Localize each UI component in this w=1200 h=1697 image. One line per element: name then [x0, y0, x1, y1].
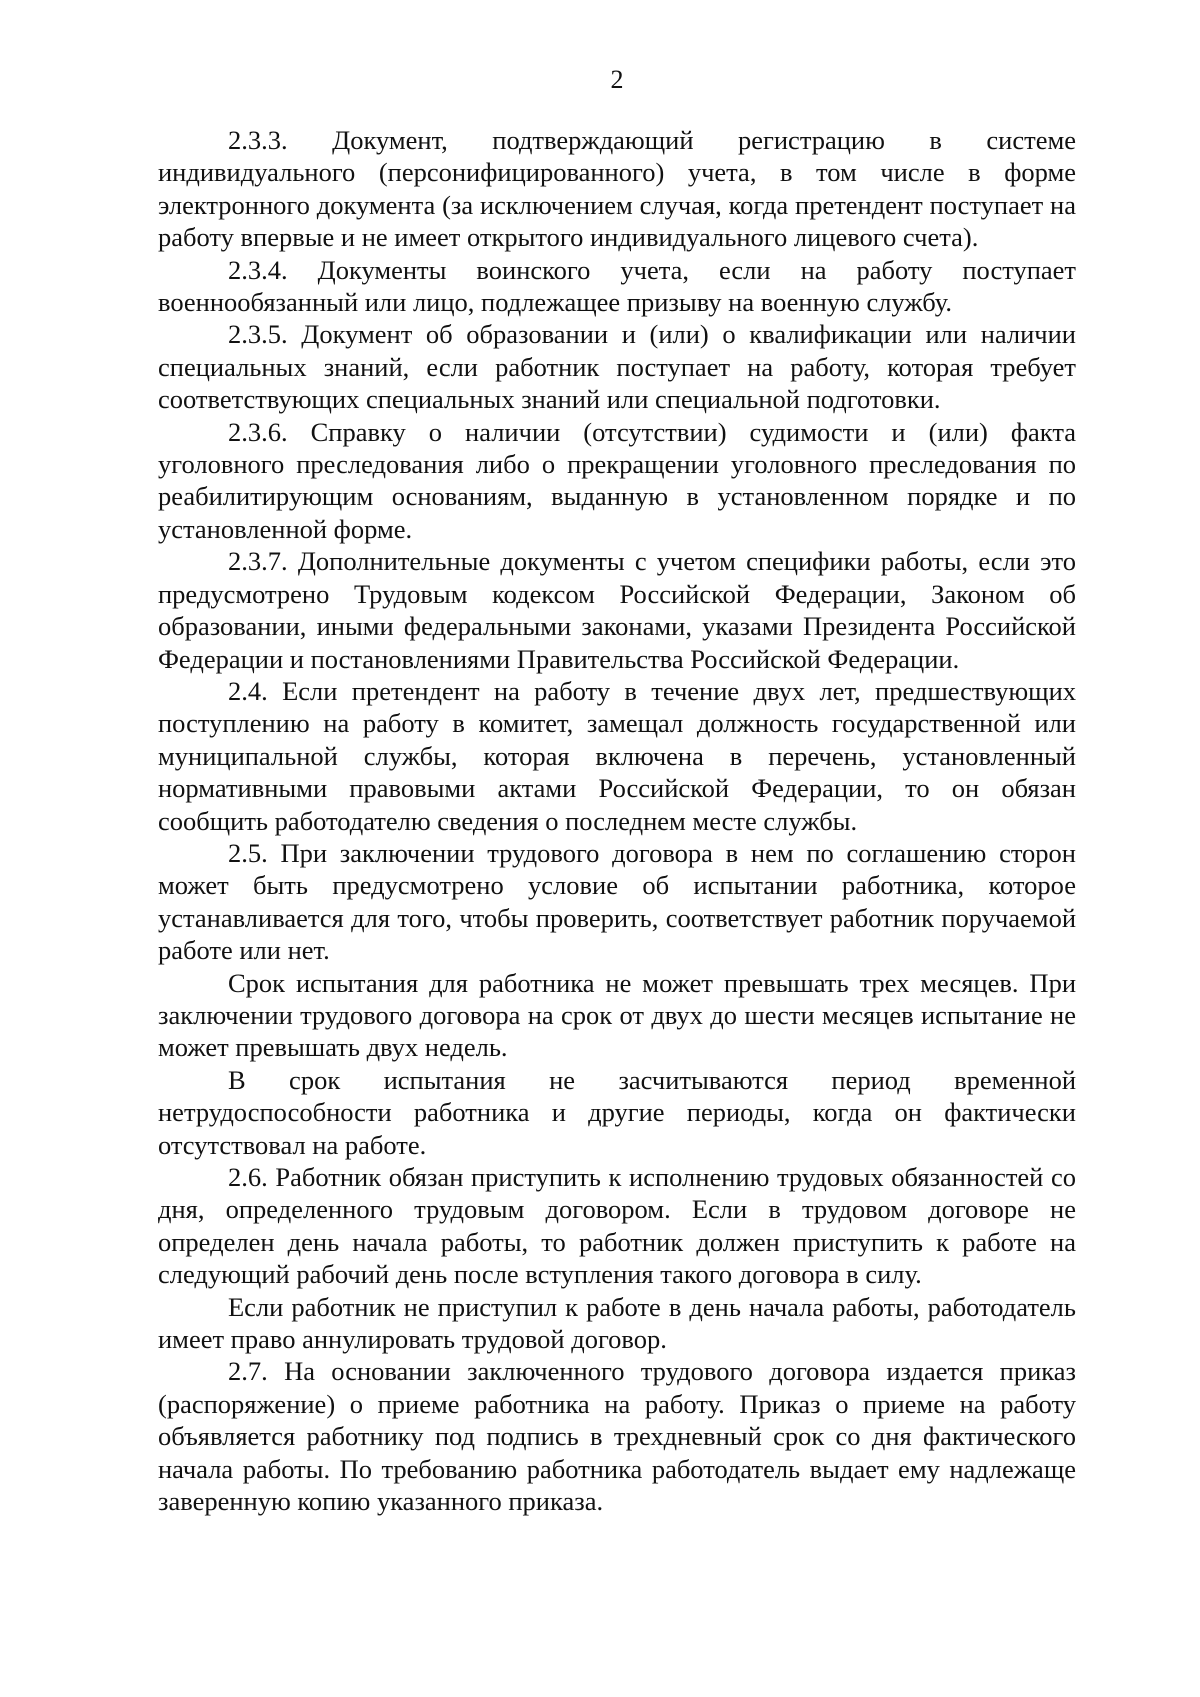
page-number: 2 [610, 65, 624, 94]
paragraph-2-6: 2.6. Работник обязан приступить к исполнению трудовых обязанностей со дня, определенного трудовым договором. Если в трудовом договоре не определен день начала работы, то работник должен приступить к работе на следующий рабочий день после вступления такого договора в силу. [158, 1162, 1076, 1290]
paragraph-probation-exclusions: В срок испытания не засчитываются период временной нетрудоспособности работника и другие периоды, когда он фактически отсутствовал на работе. [158, 1064, 1076, 1160]
paragraph-2-3-4: 2.3.4. Документы воинского учета, если на работу поступает военнообязанный или лицо, подлежащее призыву на военную службу. [158, 254, 1076, 318]
paragraph-2-3-7: 2.3.7. Дополнительные документы с учетом специфики работы, если это предусмотрено Трудовым кодексом Российской Федерации, Законом об образовании, иными федеральными законами, указами Президента Российской Федерации и постановлениями Правительства Российской Федерации. [158, 546, 1076, 674]
paragraph-2-7: 2.7. На основании заключенного трудового договора издается приказ (распоряжение) о приеме работника на работу. Приказ о приеме на работу объявляется работнику под подпись в трехдневный срок со дня фактического начала работы. По требованию работника работодатель выдает ему надлежаще заверенную копию указанного приказа. [158, 1356, 1076, 1517]
paragraph-2-3-6: 2.3.6. Справку о наличии (отсутствии) судимости и (или) факта уголовного преследования либо о прекращении уголовного преследования по реабилитирующим основаниям, выданную в установленном порядке и по установленной форме. [158, 416, 1076, 544]
paragraph-probation-term: Срок испытания для работника не может превышать трех месяцев. При заключении трудового договора на срок от двух до шести месяцев испытание не может превышать двух недель. [158, 967, 1076, 1063]
document-page [158, 64, 1076, 1664]
paragraph-2-5: 2.5. При заключении трудового договора в нем по соглашению сторон может быть предусмотрено условие об испытании работника, которое устанавливается для того, чтобы проверить, соответствует работник поручаемой работе или нет. [158, 837, 1076, 966]
paragraph-2-4: 2.4. Если претендент на работу в течение двух лет, предшествующих поступлению на работу в комитет, замещал должность государственной или муниципальной службы, которая включена в перечень, установленный нормативными правовыми актами Российской Федерации, то он обязан сообщить работодателю сведения о последнем месте службы. [158, 675, 1076, 836]
paragraph-contract-annulment: Если работник не приступил к работе в день начала работы, работодатель имеет право аннулировать трудовой договор. [158, 1291, 1076, 1355]
paragraph-2-3-5: 2.3.5. Документ об образовании и (или) о квалификации или наличии специальных знаний, если работник поступает на работу, которая требует соответствующих специальных знаний или специальной подготовки. [158, 319, 1076, 415]
paragraph-2-3-3: 2.3.3. Документ, подтверждающий регистрацию в системе индивидуального (персонифицированного) учета, в том числе в форме электронного документа (за исключением случая, когда претендент поступает на работу впервые и не имеет открытого индивидуального лицевого счета). [158, 125, 1076, 253]
